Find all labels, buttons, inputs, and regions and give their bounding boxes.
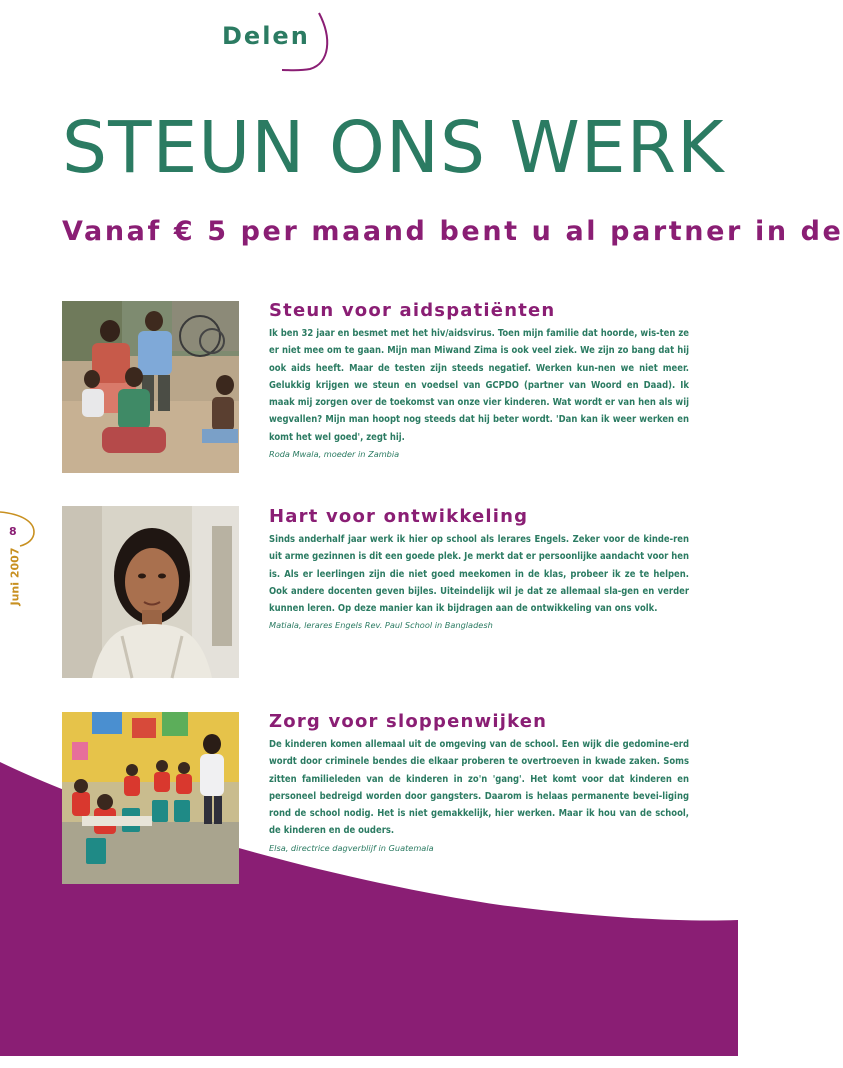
section-tag: Delen: [222, 22, 310, 50]
article-text: De kinderen komen allemaal uit de omgeving van de school. Een wijk die gedomine-erd wordt door criminele bendes die elkaar proberen te overtroeven in kwade zaken. Soms zitten familieleden van de kinderen in zo'n 'gang'. Het komt voor dat kinderen en personeel bedreigd worden door gangsters. Daarom is helaas permanente bevei-liging rond de school nodig. Het is niet gemakkelijk, hier werken. Maar ik hou van de school, de kinderen en de ouders.: [269, 739, 689, 837]
photo-teacher-bangladesh: [62, 506, 239, 678]
article-body: [269, 506, 689, 632]
article-text: Ik ben 32 jaar en besmet met het hiv/aidsvirus. Toen mijn familie dat hoorde, wis-ten ze er niet mee om te gaan. Mijn man Miwand Zima is ook veel ziek. We zijn zo bang dat hij ook aids heeft. Maar de testen zijn steeds negatief. Werken kun-nen we niet meer. Gelukkig krijgen we steun en voedsel van GCPDO (partner van Woord en Daad). Ik maak mij zorgen over de toekomst van onze vier kinderen. Wat wordt er van hen als wij wegvallen? Mijn man hoopt nog steeds dat hij beter wordt. 'Dan kan ik weer werken en komt het wel goed', zegt hij.: [269, 328, 689, 443]
photo-family-zambia: [62, 301, 239, 473]
article-credit: Matiala, lerares Engels Rev. Paul School in Bangladesh: [269, 620, 493, 631]
page-number: 8: [9, 525, 17, 538]
photo-classroom-guatemala: [62, 712, 239, 884]
article-title: Steun voor aidspatiënten: [269, 300, 556, 321]
article-credit: Roda Mwala, moeder in Zambia: [269, 449, 400, 460]
article-title: Zorg voor sloppenwijken: [269, 711, 548, 732]
section-tag-curve: [270, 8, 340, 78]
issue-date: Juni 2007: [8, 547, 22, 606]
page-title: STEUN ONS WERK: [62, 106, 725, 189]
article-credit: Elsa, directrice dagverblijf in Guatemala: [269, 842, 434, 853]
article-body: [269, 711, 689, 855]
folio-curve: [0, 508, 40, 548]
article-body: [269, 300, 689, 461]
article-text: Sinds anderhalf jaar werk ik hier op school als lerares Engels. Zeker voor de kinde-ren uit arme gezinnen is dit een goede plek. Je merkt dat er persoonlijke aandacht voor hen is. Als er leerlingen zijn die niet goed meekomen in de klas, probeer ik ze te helpen. Ook andere docenten geven bijles. Uiteindelijk wil je dat ze allemaal sla-gen en verder kunnen leren. Op deze manier kan ik bijdragen aan de ontwikkeling van ons volk.: [269, 534, 689, 615]
page-subtitle: Vanaf € 5 per maand bent u al partner in de: [62, 216, 843, 247]
article-title: Hart voor ontwikkeling: [269, 506, 529, 527]
